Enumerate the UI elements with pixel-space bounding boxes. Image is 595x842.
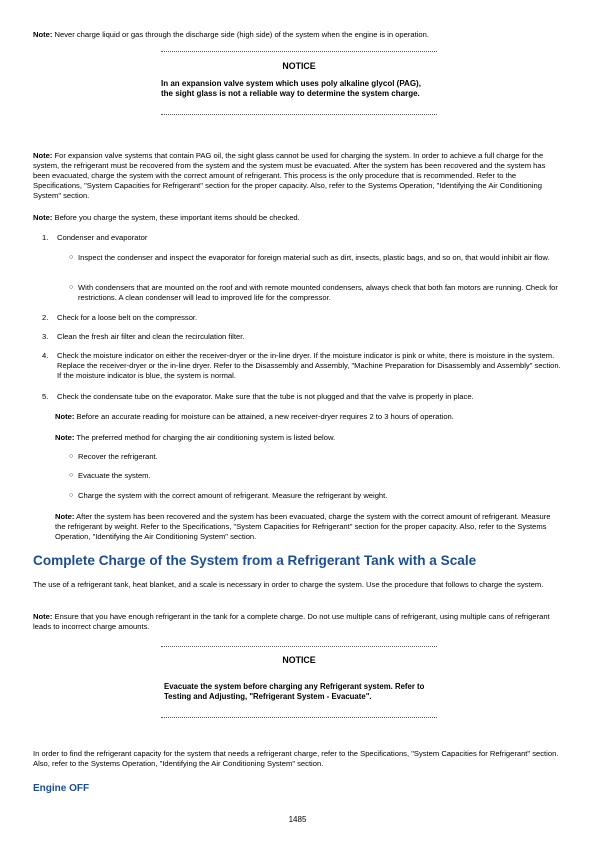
- note-label: Note:: [33, 612, 53, 621]
- notice-body: In an expansion valve system which uses poly alkaline glycol (PAG), the sight glass is not a reliable way to determine the system charge.: [161, 79, 421, 99]
- notice-box-pag: [161, 51, 437, 115]
- method-bullet-3: [33, 491, 563, 501]
- step-number: 5.: [42, 392, 49, 401]
- note-enough-refrigerant: [33, 612, 563, 632]
- note-text: For expansion valve systems that contain PAG oil, the sight glass cannot be used for charging the system. In order to achieve a full charge for the system, the refrigerant must be recovered from the system and the system must be evacuated. After the system has been recovered and the system has been evacuated, charge the system with the correct amount of refrigerant. This process is the only procedure that is recommended. Refer to the Specifications, "System Capacities for Refrigerant" section for the proper capacity. Also, refer to the Systems Operation, "Identifying the Air Conditioning System" section.: [33, 151, 546, 201]
- step-text: Condenser and evaporator: [57, 233, 148, 242]
- notice-divider-top: [161, 51, 437, 52]
- note-preferred-method: [55, 433, 563, 443]
- circle-bullet-icon: ○: [69, 254, 74, 261]
- note-text: Before you charge the system, these important items should be checked.: [52, 213, 300, 222]
- method-bullet-2: [33, 471, 563, 481]
- step-1-bullet-1: [33, 253, 563, 263]
- note-text: Ensure that you have enough refrigerant in the tank for a complete charge. Do not use multiple cans of refrigerant, using multiple cans of refrigerant leads to incorrect charge amounts.: [33, 612, 550, 632]
- notice-box-evacuate: [161, 646, 437, 718]
- subheading-engine-off: Engine OFF: [33, 783, 90, 794]
- bullet-text: Recover the refrigerant.: [78, 452, 158, 461]
- note-label: Note:: [55, 412, 75, 421]
- note-expansion-valve: [33, 151, 563, 201]
- notice-body: Evacuate the system before charging any Refrigerant system. Refer to Testing and Adjusting, "Refrigerant System - Evacuate".: [164, 682, 425, 702]
- notice-title: NOTICE: [282, 61, 316, 71]
- step-text: Check the moisture indicator on either the receiver-dryer or the in-line dryer. If the moisture indicator is pink or white, there is moisture in the system. Replace the receiver-dryer or the in-line dryer. Refer to the Disassembly and Assembly, "Machine Preparation for Disassembly and Assembly" section. If the moisture indicator is blue, the system is normal.: [57, 351, 561, 381]
- note-after-recovery: [55, 512, 563, 542]
- note-label: Note:: [33, 30, 53, 39]
- note-label: Note:: [33, 151, 53, 160]
- section-title: Complete Charge of the System from a Refrigerant Tank with a Scale: [33, 553, 477, 568]
- method-bullet-1: [33, 452, 563, 462]
- note-before-charge: [33, 213, 563, 223]
- step-number: 4.: [42, 351, 49, 360]
- step-3: [33, 332, 563, 342]
- step-1: [33, 233, 563, 243]
- circle-bullet-icon: ○: [69, 472, 74, 479]
- capacity-paragraph: In order to find the refrigerant capacity for the system that needs a refrigerant charge, refer to the Specifications, "System Capacities for Refrigerant" section. Also, refer to the Systems Operation, "Identifying the Air Conditioning System" section.: [33, 749, 559, 769]
- step-5: [33, 392, 563, 402]
- step-text: Check the condensate tube on the evaporator. Make sure that the tube is not plugged and that the valve is properly in place.: [57, 392, 474, 401]
- notice-divider-bottom: [161, 114, 437, 115]
- notice-divider-bottom: [161, 717, 437, 718]
- circle-bullet-icon: ○: [69, 492, 74, 499]
- bullet-text: Evacuate the system.: [78, 471, 151, 480]
- step-1-bullet-2: [33, 283, 563, 303]
- section-intro: The use of a refrigerant tank, heat blanket, and a scale is necessary in order to charge the system. Use the procedure that follows to charge the system.: [33, 580, 544, 589]
- notice-title: NOTICE: [282, 655, 316, 665]
- bullet-text: Charge the system with the correct amount of refrigerant. Measure the refrigerant by weight.: [78, 491, 388, 500]
- bullet-text: Inspect the condenser and inspect the evaporator for foreign material such as dirt, insects, plastic bags, and so on, that would inhibit air flow.: [78, 253, 550, 262]
- step-text: Check for a loose belt on the compressor.: [57, 313, 198, 322]
- note-text: The preferred method for charging the air conditioning system is listed below.: [74, 433, 336, 442]
- step-number: 1.: [42, 233, 49, 242]
- page-number: 1485: [288, 815, 307, 824]
- note-receiver-dryer: [55, 412, 563, 422]
- note-label: Note:: [55, 512, 75, 521]
- step-number: 3.: [42, 332, 49, 341]
- step-2: [33, 313, 563, 323]
- note-text: Before an accurate reading for moisture can be attained, a new receiver-dryer requires 2 to 3 hours of operation.: [74, 412, 454, 421]
- bullet-text: With condensers that are mounted on the roof and with remote mounted condensers, always check that both fan motors are running. Check for restrictions. A clean condenser will lead to improved life for the compressor.: [78, 283, 558, 303]
- step-number: 2.: [42, 313, 49, 322]
- note-text: After the system has been recovered and the system has been evacuated, charge the system with the correct amount of refrigerant. Measure the refrigerant by weight. Refer to the Specifications, "System Capacities for Refrigerant" section for the proper capacity. Also, refer to the Systems Operation, "Identifying the Air Conditioning System" section.: [55, 512, 551, 542]
- notice-divider-top: [161, 646, 437, 647]
- step-4: [33, 351, 563, 381]
- step-text: Clean the fresh air filter and clean the recirculation filter.: [57, 332, 245, 341]
- note-label: Note:: [33, 213, 53, 222]
- note-label: Note:: [55, 433, 75, 442]
- note-high-side: [33, 30, 563, 40]
- circle-bullet-icon: ○: [69, 453, 74, 460]
- note-text: Never charge liquid or gas through the discharge side (high side) of the system when the engine is in operation.: [52, 30, 429, 39]
- circle-bullet-icon: ○: [69, 284, 74, 291]
